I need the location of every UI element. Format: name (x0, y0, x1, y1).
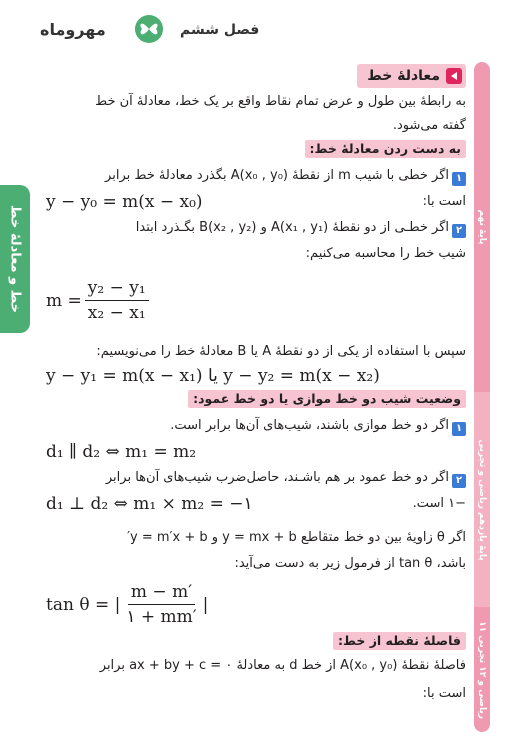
item-2-line-1: ۲اگر خطـی از دو نقطهٔ A(x₁ , y₁) و B(x₂ , y₂) بگـذرد ابتدا (136, 220, 466, 238)
subheading-2: وضعیت شیب دو خط موازی یا دو خط عمود: (188, 390, 466, 408)
equation-3: d₁ ∥ d₂ ⇔ m₁ = m₂ (46, 442, 197, 462)
brand-name: مهروماه (40, 20, 106, 39)
equation-2: y − y₁ = m(x − x₁) یا y − y₂ = m(x − x₂) (46, 366, 380, 386)
section-title: معادلهٔ خط (357, 64, 466, 88)
equation-4: d₁ ⊥ d₂ ⇔ m₁ × m₂ = −۱ (46, 494, 253, 514)
equation-1: y − y₀ = m(x − x₀) (46, 192, 203, 212)
chapter-side-tab: خط و معادلهٔ خط (0, 185, 30, 333)
distance-line-1: فاصلهٔ نقطهٔ A(x₀ , y₀) از خط d به معادلهٔ ax + by + c = ۰ برابر (99, 658, 466, 673)
item-4-line-1: ۲اگر دو خط عمود بر هم باشـند، حاصل‌ضرب شیب‌های آن‌ها برابر (106, 470, 466, 488)
item-1-line-1: ۱اگر خطی با شیب m از نقطهٔ A(x₀ , y₀) بگذرد معادلهٔ خط برابر (105, 168, 466, 186)
angle-line-1: اگر θ زاویهٔ بین دو خط متقاطع y = mx + b و y = m′x + b′ (127, 530, 466, 545)
subheading-1: به دست ردن معادلهٔ خط: (305, 140, 466, 158)
item-1-line-2: است با: (422, 194, 466, 209)
grade-bar-11: پایهٔ یازدهم ریاضی و تجربی (474, 392, 490, 607)
page-header (0, 0, 508, 62)
grade-bar-9: پایهٔ نهم (474, 62, 490, 392)
grade-bar-12: ۱۱ ریاضی و ۱۲ تجربی (474, 607, 490, 732)
number-badge: ۲ (452, 224, 466, 238)
butterfly-logo-icon (134, 14, 164, 44)
item-2-line-3: سپس با استفاده از یکی از دو نقطهٔ A یا B معادلهٔ خط را می‌نویسیم: (96, 344, 466, 359)
slope-formula: m = $\frac{\text{y₂ − y₁}}{\text{x₂ − x₁}}$ (46, 278, 152, 323)
item-2-line-2: شیب خط را محاسبه می‌کنیم: (305, 246, 466, 261)
number-badge: ۱ (452, 422, 466, 436)
number-badge: ۱ (452, 172, 466, 186)
chapter-title: فصل ششم (180, 22, 260, 38)
tan-formula: tan θ = | $\frac{m - m'}{۱ + mm'}$ | (46, 582, 209, 627)
angle-line-2: باشد، tan θ از فرمول زیر به دست می‌آید: (234, 556, 466, 571)
number-badge: ۲ (452, 474, 466, 488)
distance-line-2: است با: (422, 686, 466, 701)
item-3: ۱اگر دو خط موازی باشند، شیب‌های آن‌ها برابر است. (170, 418, 466, 436)
intro-line-2: گفته می‌شود. (392, 118, 466, 133)
intro-line-1: به رابطهٔ بین طول و عرض تمام نقاط واقع بر یک خط، معادلهٔ آن خط (95, 94, 466, 109)
subheading-3: فاصلهٔ نقطه از خط: (333, 632, 466, 650)
item-4-line-2: −۱ است. (412, 496, 466, 511)
arrow-icon (446, 68, 462, 84)
